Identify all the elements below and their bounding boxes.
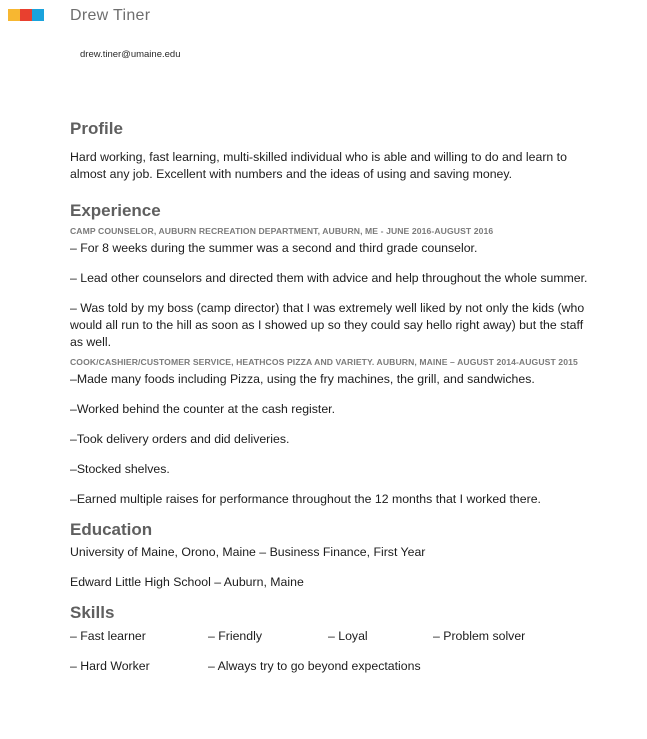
candidate-email[interactable]: drew.tiner@umaine.edu	[80, 49, 181, 60]
logo-square-yellow	[8, 9, 20, 21]
job-item: –Worked behind the counter at the cash register.	[70, 402, 336, 416]
education-heading: Education	[70, 520, 153, 539]
profile-text: Hard working, fast learning, multi-skilled individual who is able and willing to do and learn to almost any job. Excellent with numbers and the ideas of using and saving money.	[70, 150, 567, 181]
logo-square-blue	[32, 9, 44, 21]
job-item: –Earned multiple raises for performance throughout the 12 months that I worked there.	[70, 492, 541, 506]
profile-heading: Profile	[70, 119, 123, 138]
job-item: – Lead other counselors and directed them with advice and help throughout the whole summer.	[70, 271, 588, 285]
job-item: –Made many foods including Pizza, using the fry machines, the grill, and sandwiches.	[70, 372, 535, 386]
skills-heading: Skills	[70, 603, 115, 622]
logo	[8, 9, 44, 21]
job-item: – Was told by my boss (camp director) that I was extremely well liked by not only the kids (who would all run to the hill as soon as I showed up so they could say hello right away) but the staff as well.	[70, 301, 585, 349]
job-title: COOK/CASHIER/CUSTOMER SERVICE, HEATHCOS PIZZA AND VARIETY. AUBURN, MAINE – AUGUST 2014-AUGUST 2015	[70, 357, 578, 367]
skill-item: – Always try to go beyond expectations	[208, 659, 421, 673]
skill-item: – Problem solver	[433, 629, 526, 643]
experience-heading: Experience	[70, 201, 161, 220]
skills-list	[70, 623, 590, 683]
job-item: – For 8 weeks during the summer was a second and third grade counselor.	[70, 241, 478, 255]
resume-body	[70, 119, 590, 683]
education-item: University of Maine, Orono, Maine – Business Finance, First Year	[70, 545, 426, 559]
skill-item: – Friendly	[208, 629, 262, 643]
skill-item: – Loyal	[328, 629, 368, 643]
skill-item: – Fast learner	[70, 629, 146, 643]
candidate-name: Drew Tiner	[70, 7, 151, 24]
job-item: –Took delivery orders and did deliveries.	[70, 432, 290, 446]
job-title: CAMP COUNSELOR, AUBURN RECREATION DEPARTMENT, AUBURN, ME - JUNE 2016-AUGUST 2016	[70, 226, 494, 236]
skill-item: – Hard Worker	[70, 659, 150, 673]
logo-square-red	[20, 9, 32, 21]
education-item: Edward Little High School – Auburn, Maine	[70, 575, 304, 589]
job-item: –Stocked shelves.	[70, 462, 170, 476]
